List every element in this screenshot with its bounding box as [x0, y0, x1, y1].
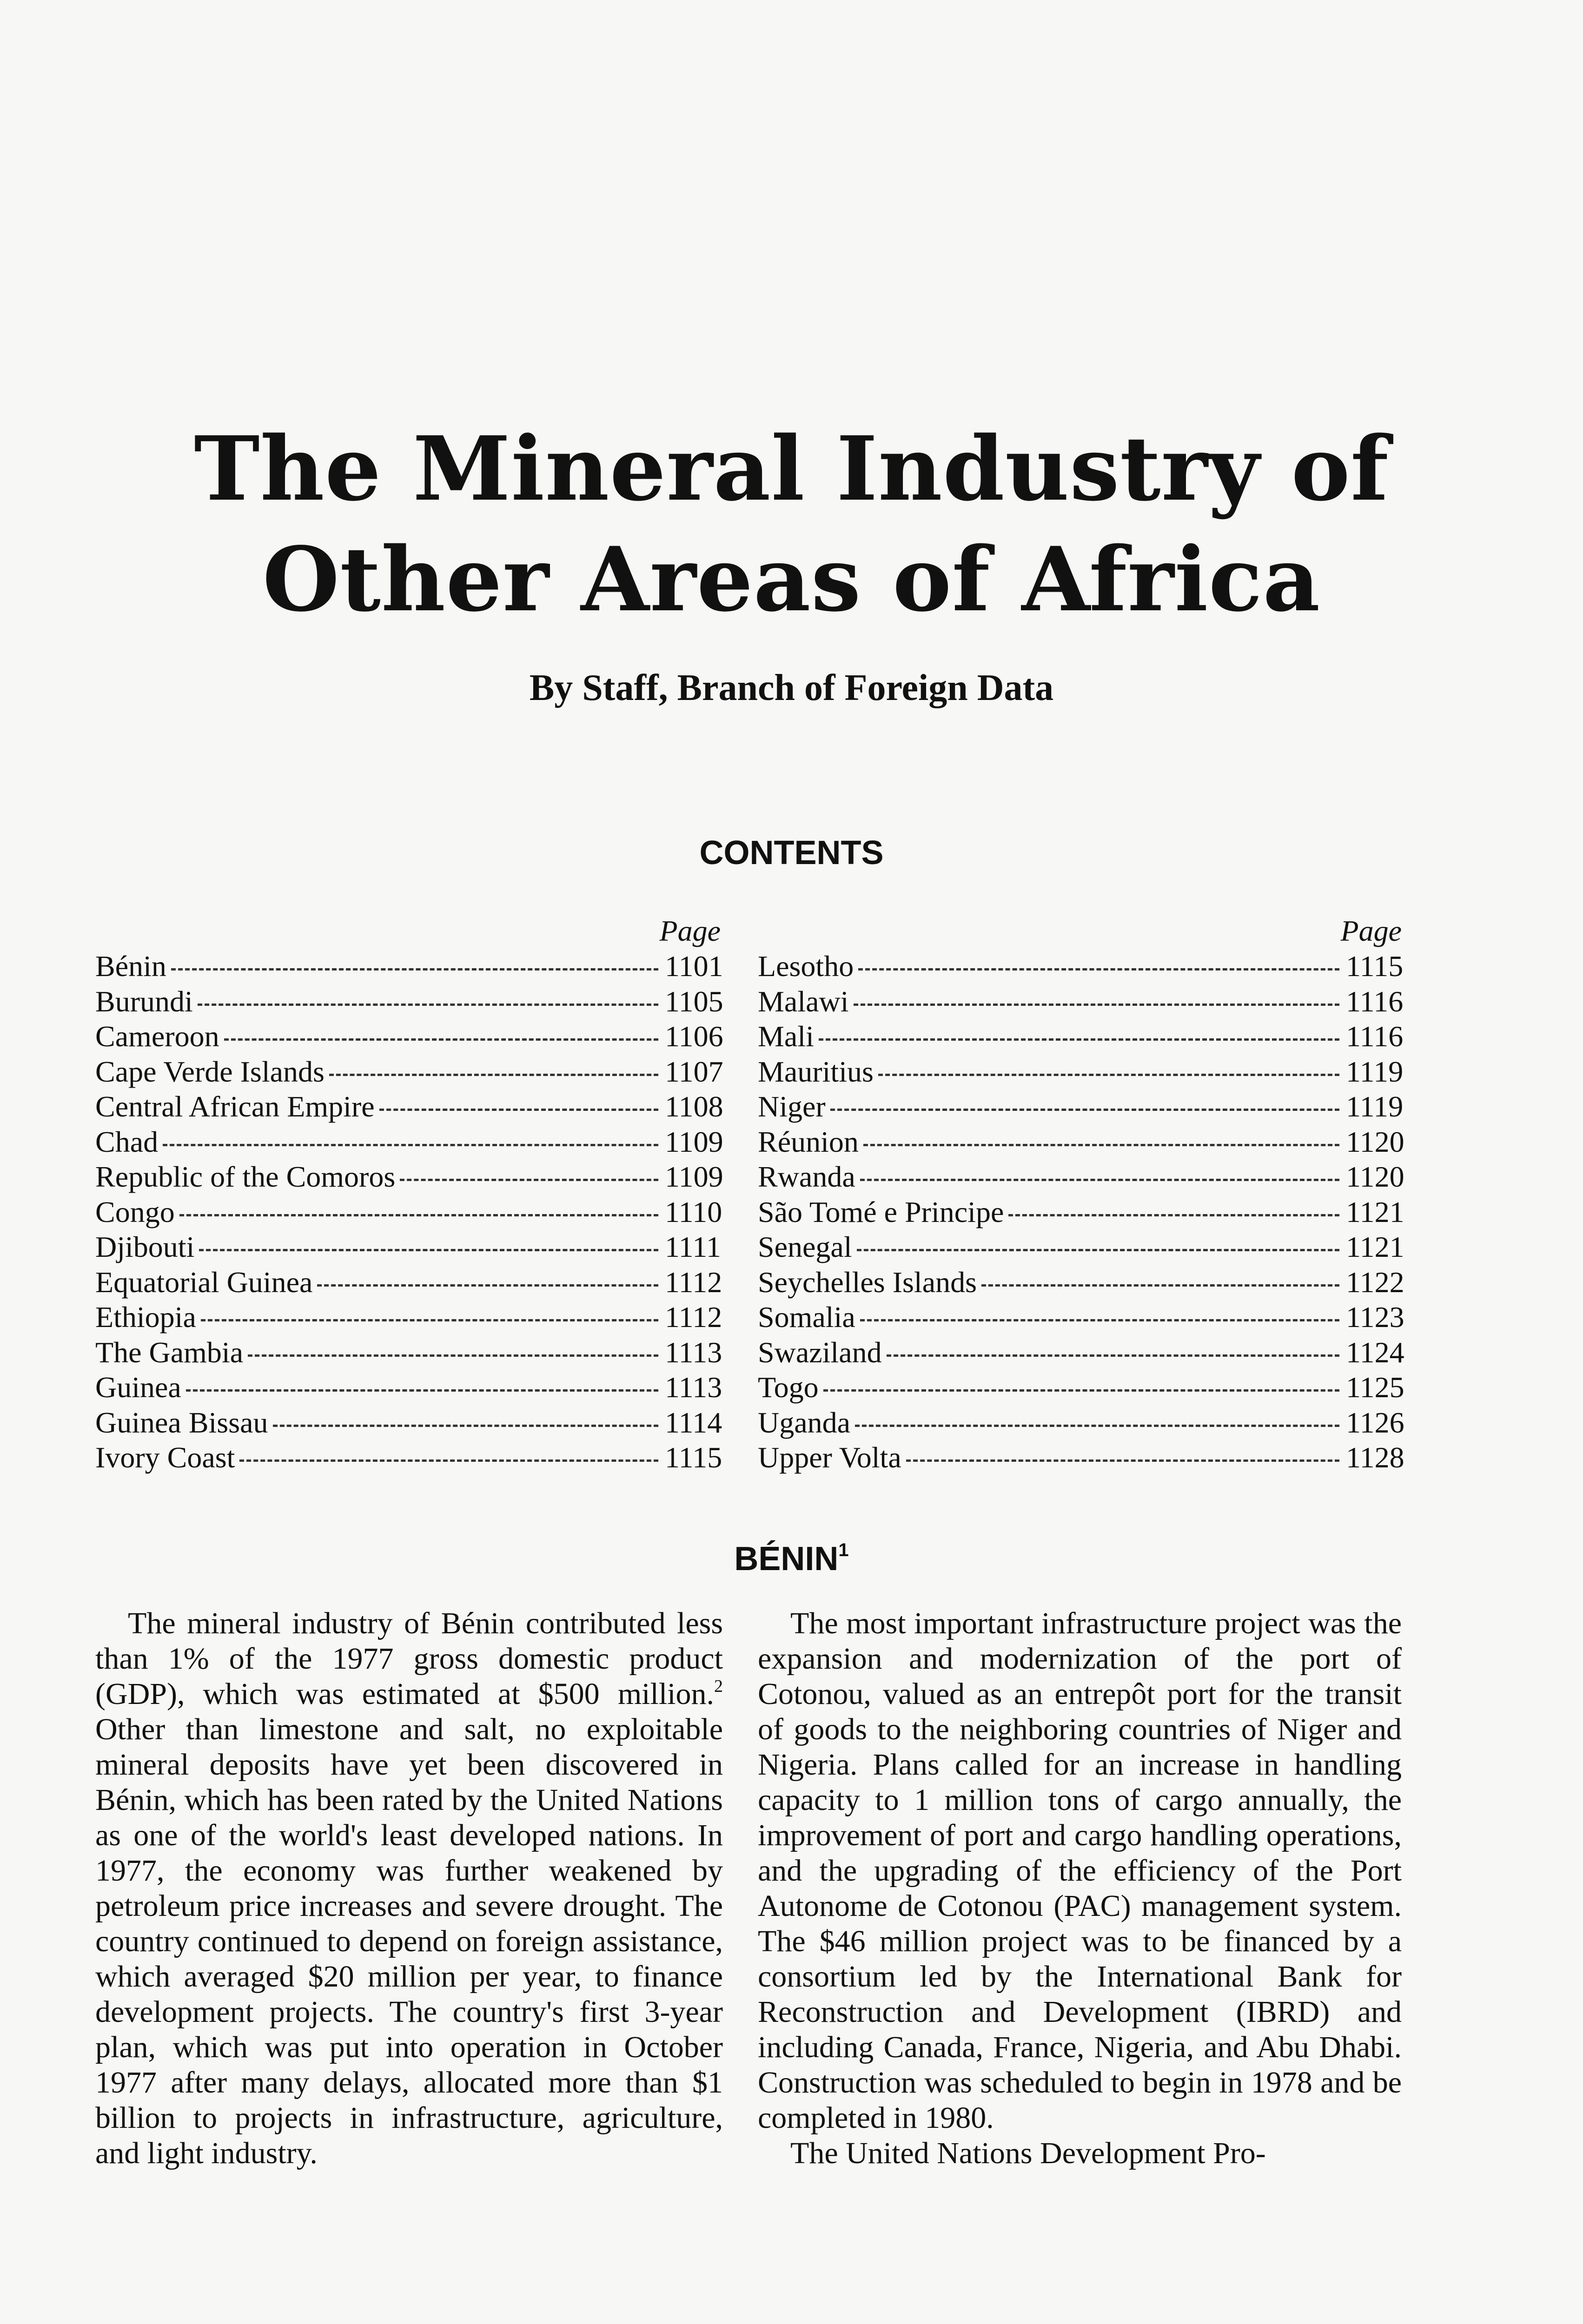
toc-entry-page: 1113 — [665, 1371, 722, 1404]
toc-entry-name: Cameroon — [95, 1020, 219, 1053]
toc-entry-page: 1120 — [1346, 1125, 1404, 1158]
toc-entry — [758, 1370, 1402, 1405]
toc-entry — [95, 1159, 721, 1195]
title-line-1: The Mineral Industry of — [194, 417, 1389, 521]
toc-entry-name: Equatorial Guinea — [95, 1265, 313, 1299]
toc-leader-dashes — [163, 1144, 658, 1146]
toc-entry-name: Rwanda — [758, 1160, 855, 1193]
toc-entry-page: 1114 — [665, 1406, 722, 1439]
toc-leader-dashes — [819, 1038, 1339, 1041]
toc-entry-page: 1121 — [1346, 1230, 1404, 1263]
toc-entry-page: 1113 — [665, 1335, 722, 1369]
toc-entry-page: 1109 — [665, 1160, 723, 1193]
toc-entry-name: Mali — [758, 1020, 814, 1053]
toc-leader-dashes — [887, 1354, 1339, 1357]
footnote-marker: 1 — [838, 1540, 849, 1560]
body-paragraph — [95, 1606, 723, 2171]
toc-entry-page: 1125 — [1346, 1371, 1404, 1404]
toc-entry-page: 1107 — [665, 1055, 723, 1088]
toc-leader-dashes — [860, 1319, 1339, 1321]
toc-entry-page: 1109 — [665, 1125, 723, 1158]
toc-leader-dashes — [273, 1425, 659, 1427]
toc-entry-name: Republic of the Comoros — [95, 1160, 396, 1193]
toc-leader-dashes — [171, 968, 658, 971]
section-heading — [0, 1529, 1583, 1580]
toc-entry-page: 1119 — [1346, 1055, 1404, 1088]
toc-left-column — [95, 913, 721, 1475]
page-title — [0, 414, 1583, 635]
toc-entry-name: Malawi — [758, 984, 849, 1018]
paragraph-text: The mineral industry of Bénin contributed less than 1% of the 1977 gross domestic product (GDP), which was estimated at $500 million. — [95, 1606, 723, 1711]
toc-leader-dashes — [863, 1144, 1339, 1146]
toc-leader-dashes — [981, 1284, 1339, 1287]
toc-leader-dashes — [860, 1179, 1339, 1181]
title-line-2: Other Areas of Africa — [262, 528, 1321, 631]
toc-entry-name: Swaziland — [758, 1335, 882, 1369]
toc-entry-page: 1115 — [665, 1441, 722, 1474]
toc-entry — [758, 1229, 1402, 1265]
toc-entry-name: Guinea — [95, 1371, 181, 1404]
toc-entry-page: 1105 — [665, 984, 723, 1018]
toc-entry-name: Niger — [758, 1090, 826, 1123]
toc-entry — [95, 1229, 721, 1265]
toc-entry-page: 1120 — [1346, 1160, 1404, 1193]
toc-entry-name: Senegal — [758, 1230, 852, 1263]
toc-entry-page: 1108 — [665, 1090, 723, 1123]
toc-leader-dashes — [186, 1389, 658, 1392]
body-paragraph: The United Nations Development Pro- — [790, 2136, 1266, 2170]
toc-entry-name: Uganda — [758, 1406, 851, 1439]
toc-leader-dashes — [198, 1004, 658, 1006]
toc-entry — [95, 1405, 721, 1440]
toc-entry-page: 1126 — [1346, 1406, 1404, 1439]
toc-leader-dashes — [1008, 1214, 1339, 1216]
toc-leader-dashes — [239, 1459, 658, 1462]
toc-entry-name: Réunion — [758, 1125, 859, 1158]
toc-entry-page: 1123 — [1346, 1301, 1404, 1334]
toc-entry-page: 1112 — [665, 1265, 722, 1299]
toc-entry — [758, 1054, 1402, 1089]
toc-entry — [95, 1124, 721, 1160]
toc-leader-dashes — [329, 1074, 658, 1076]
toc-entry-name: Bénin — [95, 950, 166, 983]
toc-entry-page: 1116 — [1346, 1020, 1404, 1053]
toc-entry — [95, 949, 721, 984]
toc-leader-dashes — [400, 1179, 658, 1181]
toc-entry-name: Upper Volta — [758, 1441, 901, 1474]
byline: By Staff, Branch of Foreign Data — [529, 667, 1054, 708]
toc-leader-dashes — [248, 1354, 658, 1357]
toc-leader-dashes — [317, 1284, 658, 1287]
toc-entry — [758, 1335, 1402, 1370]
body-column-left — [95, 1606, 723, 2171]
toc-leader-dashes — [199, 1249, 658, 1251]
toc-entry-page: 1112 — [665, 1301, 722, 1334]
toc-entry — [758, 1195, 1402, 1230]
toc-left-list — [95, 949, 721, 1475]
toc-entry-page: 1124 — [1346, 1335, 1404, 1369]
footnote-marker: 2 — [714, 1677, 723, 1696]
toc-entry-name: São Tomé e Principe — [758, 1195, 1004, 1228]
toc-leader-dashes — [857, 1249, 1339, 1251]
toc-entry — [95, 1440, 721, 1475]
toc-entry-page: 1119 — [1346, 1090, 1404, 1123]
toc-entry — [758, 1265, 1402, 1300]
toc-entry-name: Cape Verde Islands — [95, 1055, 325, 1088]
toc-leader-dashes — [854, 1004, 1340, 1006]
toc-entry-page: 1116 — [1346, 984, 1404, 1018]
toc-leader-dashes — [858, 968, 1339, 971]
toc-entry — [758, 1159, 1402, 1195]
toc-entry — [758, 1300, 1402, 1335]
toc-leader-dashes — [224, 1038, 658, 1041]
toc-entry — [95, 1370, 721, 1405]
toc-leader-dashes — [201, 1319, 658, 1321]
toc-entry-name: Somalia — [758, 1301, 855, 1334]
toc-leader-dashes — [906, 1459, 1339, 1462]
toc-entry-page: 1128 — [1346, 1441, 1404, 1474]
body-paragraph: The most important infrastructure project was the expansion and modernization of the port of Cotonou, valued as an entrepôt port for the transit of goods to the neighboring countries of Niger and Nigeria. Plans called for an increase in handling capacity to 1 million tons of cargo annually, the improvement of port and cargo handling operations, and the upgrading of the efficiency of the Port Autonome de Cotonou (PAC) management system. The $46 million project was to be financed by a consortium led by the International Bank for Reconstruction and Development (IBRD) and including Canada, France, Nigeria, and Abu Dhabi. Construction was scheduled to begin in 1978 and be completed in 1980. — [758, 1606, 1402, 2135]
toc-entry — [758, 1124, 1402, 1160]
toc-leader-dashes — [379, 1109, 658, 1111]
toc-entry-name: The Gambia — [95, 1335, 244, 1369]
toc-entry — [95, 1019, 721, 1054]
toc-right-list — [758, 949, 1402, 1475]
toc-entry — [758, 1405, 1402, 1440]
toc-entry-name: Lesotho — [758, 950, 854, 983]
toc-entry — [95, 1265, 721, 1300]
toc-entry-page: 1115 — [1346, 950, 1404, 983]
toc-entry-page: 1110 — [665, 1195, 722, 1228]
toc-leader-dashes — [855, 1425, 1339, 1427]
toc-entry — [95, 1089, 721, 1124]
toc-entry — [95, 1054, 721, 1089]
toc-page-label: Page — [1340, 914, 1402, 947]
toc-entry-name: Seychelles Islands — [758, 1265, 977, 1299]
toc-leader-dashes — [878, 1074, 1339, 1076]
toc-entry — [95, 1335, 721, 1370]
paragraph-text: Other than limestone and salt, no exploitable mineral deposits have yet been discovered in Bénin, which has been rated by the United Nations as one of the world's least developed nations. In 1977, the economy was further weakened by petroleum price increases and severe drought. The country continued to depend on foreign assistance, which averaged $20 million per year, to finance development projects. The country's first 3-year plan, which was put into operation in October 1977 after many delays, allocated more than $1 billion to projects in infrastructure, agriculture, and light industry. — [95, 1712, 723, 2170]
toc-entry-page: 1106 — [665, 1020, 723, 1053]
toc-leader-dashes — [830, 1109, 1339, 1111]
toc-entry — [758, 984, 1402, 1019]
toc-entry-page: 1122 — [1346, 1265, 1404, 1299]
toc-entry — [758, 1440, 1402, 1475]
toc-entry-name: Congo — [95, 1195, 175, 1228]
toc-leader-dashes — [179, 1214, 658, 1216]
toc-entry — [758, 1019, 1402, 1054]
toc-entry-name: Central African Empire — [95, 1090, 375, 1123]
toc-entry-name: Mauritius — [758, 1055, 874, 1088]
toc-entry-page: 1111 — [665, 1230, 721, 1263]
section-heading-text: BÉNIN — [734, 1540, 839, 1578]
toc-entry-page: 1121 — [1346, 1195, 1404, 1228]
toc-entry-name: Ivory Coast — [95, 1441, 235, 1474]
toc-entry — [95, 1300, 721, 1335]
toc-entry-name: Djibouti — [95, 1230, 195, 1263]
toc-entry-name: Togo — [758, 1371, 819, 1404]
toc-leader-dashes — [823, 1389, 1339, 1392]
toc-entry-name: Burundi — [95, 984, 193, 1018]
toc-entry — [95, 984, 721, 1019]
toc-entry — [95, 1195, 721, 1230]
toc-entry-page: 1101 — [665, 950, 723, 983]
contents-heading: CONTENTS — [699, 834, 884, 872]
toc-entry-name: Ethiopia — [95, 1301, 196, 1334]
toc-entry — [758, 949, 1402, 984]
toc-entry-name: Guinea Bissau — [95, 1406, 268, 1439]
toc-page-label: Page — [659, 914, 721, 947]
toc-entry — [758, 1089, 1402, 1124]
body-column-right — [758, 1606, 1402, 2171]
toc-entry-name: Chad — [95, 1125, 159, 1158]
toc-right-column — [758, 913, 1402, 1475]
